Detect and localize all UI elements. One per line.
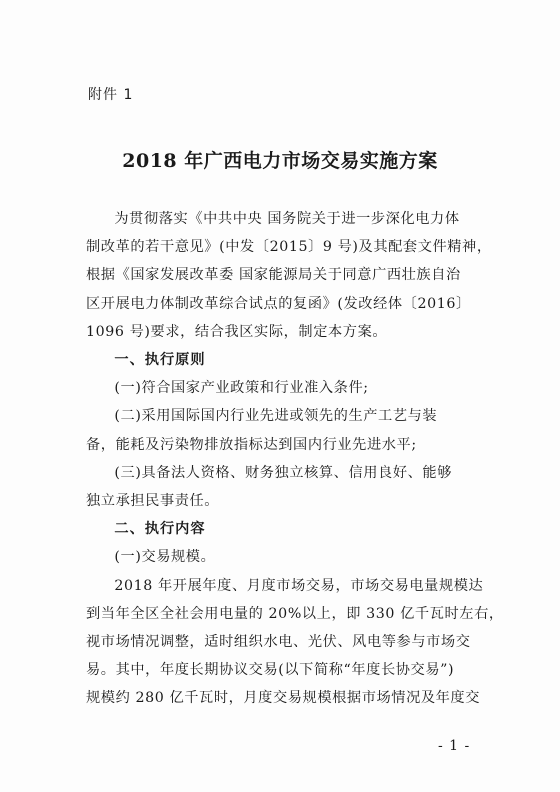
principle-line: 独立承担民事责任。 xyxy=(86,493,220,510)
principle-item xyxy=(86,374,482,402)
scale-line: 2018 年开展年度、月度市场交易，市场交易电量规模达 xyxy=(114,577,484,594)
subsection-line: (一)交易规模。 xyxy=(114,549,216,566)
intro-line: 区开展电力体制改革综合试点的复函》(发改经体〔2016〕 xyxy=(86,295,471,312)
intro-line: 制改革的若干意见》(中发〔2015〕9 号)及其配套文件精神， xyxy=(86,239,492,256)
attachment-label: 附件 1 xyxy=(88,87,134,103)
scale-line: 视市场情况调整，适时组织水电、光伏、风电等参与市场交 xyxy=(86,634,471,651)
document-body xyxy=(86,205,504,713)
principle-line: (一)符合国家产业政策和行业准入条件; xyxy=(114,380,369,397)
principle-item xyxy=(86,459,482,515)
section-heading-content: 二、执行内容 xyxy=(114,521,206,538)
intro-line: 为贯彻落实《中共中央 国务院关于进一步深化电力体 xyxy=(114,211,460,227)
principle-line: 备，能耗及污染物排放指标达到国内行业先进水平; xyxy=(86,436,417,453)
intro-line: 根据《国家发展改革委 国家能源局关于同意广西壮族自治 xyxy=(86,267,461,284)
intro-paragraph xyxy=(86,205,492,346)
scale-paragraph xyxy=(86,572,504,713)
principle-item xyxy=(86,402,482,458)
scale-line: 易。其中，年度长期协议交易(以下简称“年度长协交易”) xyxy=(86,662,455,679)
subsection-heading xyxy=(86,543,482,571)
scale-line: 规模约 280 亿千瓦时，月度交易规模根据市场情况及年度交 xyxy=(86,690,481,707)
section-heading-principles: 一、执行原则 xyxy=(114,352,206,369)
page-number: - 1 - xyxy=(438,738,471,754)
document-title: 2018 年广西电力市场交易实施方案 xyxy=(122,150,438,172)
principle-line: (二)采用国际国内行业先进或领先的生产工艺与装 xyxy=(114,408,438,425)
principle-line: (三)具备法人资格、财务独立核算、信用良好、能够 xyxy=(114,464,452,481)
scale-line: 到当年全区全社会用电量的 20%以上，即 330 亿千瓦时左右， xyxy=(86,605,504,622)
intro-line: 1096 号)要求，结合我区实际，制定本方案。 xyxy=(86,323,388,340)
